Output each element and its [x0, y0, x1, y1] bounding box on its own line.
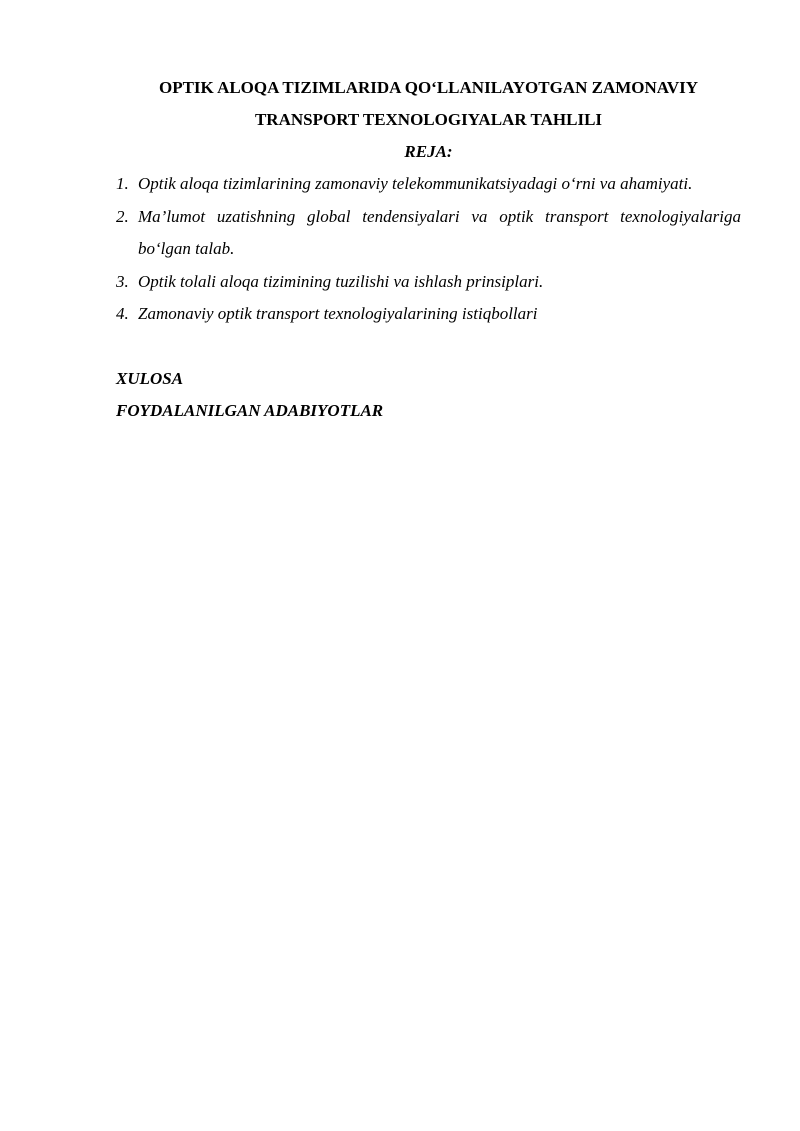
plan-item-text: Optik aloqa tizimlarining zamonaviy telekommunikatsiyadagi o‘rni va ahamiyati.: [138, 174, 693, 193]
document-page: [116, 72, 741, 427]
blank-line: [116, 331, 741, 363]
title-line-2: TRANSPORT TEXNOLOGIYALAR TAHLILI: [254, 110, 603, 129]
plan-heading: REJA:: [404, 142, 453, 161]
plan-list: [116, 168, 741, 331]
plan-item-4: [116, 298, 741, 331]
references-heading: FOYDALANILGAN ADABIYOTLAR: [116, 400, 384, 420]
title-line-1: OPTIK ALOQA TIZIMLARIDA QO‘LLANILAYOTGAN ZAMONAVIY: [158, 78, 699, 97]
plan-item-number: 4.: [116, 304, 129, 323]
plan-item-number: 1.: [116, 174, 129, 193]
plan-item-1: [116, 168, 741, 201]
plan-item-number: 2.: [116, 206, 129, 226]
plan-item-text: Optik tolali aloqa tizimining tuzilishi va ishlash prinsiplari.: [138, 271, 544, 291]
plan-item-3: [116, 266, 741, 299]
conclusion-heading: XULOSA: [116, 368, 184, 388]
plan-item-2: [116, 201, 741, 266]
plan-item-number: 3.: [116, 271, 129, 291]
plan-item-text: Zamonaviy optik transport texnologiyalarining istiqbollari: [138, 304, 538, 323]
plan-item-text: Ma’lumot uzatishning global tendensiyalari va optik transport texnologiyalariga bo‘lgan talab.: [138, 206, 741, 258]
